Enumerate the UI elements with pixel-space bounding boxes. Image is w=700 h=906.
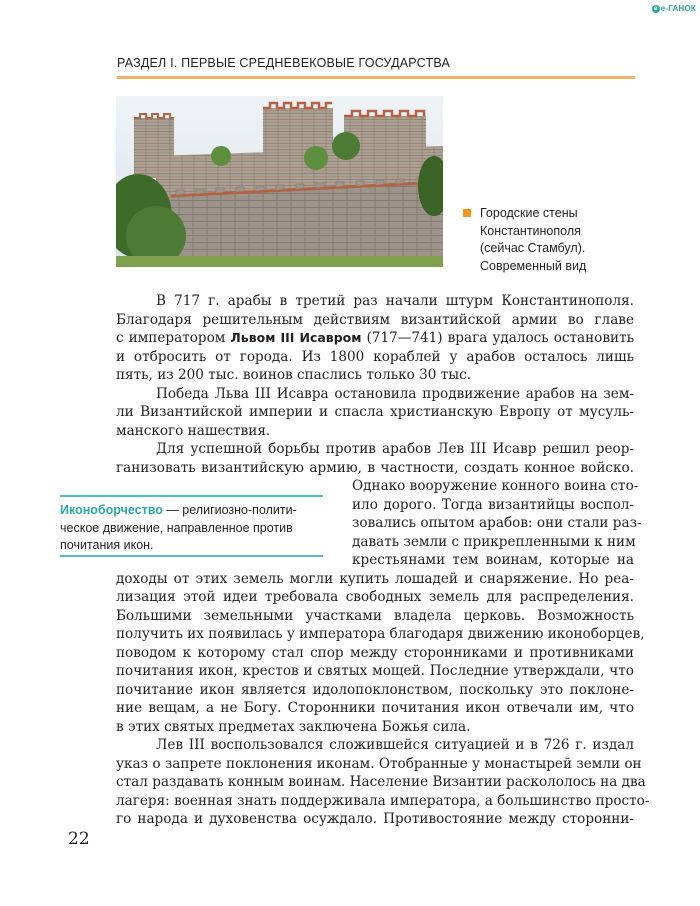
- text-line: лизация этой идеи требовала свободных земель для распределения.: [116, 589, 634, 605]
- text-line: Большими земельными участками владела церковь. Возможность: [116, 607, 634, 624]
- publisher-logo: [652, 4, 696, 13]
- text-line: получить их появилась у императора благодаря движению иконоборцев,: [116, 626, 645, 642]
- emperor-name: Львом III Исавром: [230, 330, 362, 345]
- text-line: ли Византийской империи и спасла христианскую Европу от мусуль-: [116, 404, 634, 420]
- caption-line: Константинополя: [480, 223, 581, 238]
- text-run: (717—741) врага удалось остановить: [361, 330, 634, 346]
- caption-line: (сейчас Стамбул).: [480, 241, 586, 255]
- city-walls-photo: [116, 96, 443, 267]
- text-line: пять, из 200 тыс. воинов спаслись только 30 тыс.: [116, 367, 472, 383]
- definition-box: [60, 495, 323, 557]
- page-number: 22: [68, 829, 90, 849]
- text-line: Лев III воспользовался сложившейся ситуацией и в 726 г. издал: [156, 737, 634, 753]
- text-line: ганизовать византийскую армию, в частности, создать конное войско.: [116, 459, 634, 476]
- text-line: В 717 г. арабы в третий раз начали штурм Константинополя.: [156, 293, 634, 309]
- text-line: крестьянами тем воинам, которые на: [352, 552, 634, 568]
- text-line: указ о запрете поклонения иконам. Отобранные у монастырей земли он: [116, 755, 642, 772]
- text-line: зовались опытом арабов: они стали раз-: [352, 515, 642, 531]
- text-line: Однако вооружение конного воина сто-: [352, 478, 639, 494]
- text-line: Победа Льва III Исавра остановила продвижение арабов на зем-: [156, 385, 634, 402]
- definition-term: Иконоборчество: [60, 503, 163, 517]
- text-run: с императором: [116, 330, 231, 346]
- logo-icon: e: [652, 5, 660, 13]
- caption-bullet-icon: [463, 209, 471, 217]
- text-line: Для успешной борьбы против арабов Лев III Исавр решил реор-: [156, 441, 634, 457]
- text-line: ило дорого. Тогда византийцы воспол-: [352, 496, 634, 513]
- text-line: почитание икон является идолопоклонством, поскольку это поклоне-: [116, 681, 634, 698]
- text-line: почитания икон, крестов и святых мощей. Последние утверждали, что: [116, 663, 634, 679]
- definition-line: [60, 502, 323, 520]
- text-line: стал раздавать конным воинам. Население Византии раскололось на два: [116, 774, 646, 790]
- text-line: [116, 329, 634, 348]
- logo-text: e-ГАНОК: [660, 4, 696, 13]
- header-rule: [117, 76, 635, 79]
- city-walls-illustration: [116, 96, 443, 267]
- text-line: в этих святых предметах заключена Божья сила.: [116, 718, 471, 735]
- definition-line: почитания икон.: [60, 538, 154, 552]
- text-line: манского нашествия.: [116, 422, 271, 439]
- definition-text: — религиозно-полити-: [162, 503, 297, 517]
- definition-line: ческое движение, направленное против: [60, 520, 293, 535]
- text-line: Благодаря решительным действиям византийской армии во главе: [116, 311, 634, 328]
- text-line: доходы от этих земель могли купить лошадей и снаряжение. Но реа-: [116, 570, 634, 587]
- photo-caption: [463, 205, 613, 275]
- text-line: лагеря: военная знать поддерживала императора, а большинство просто-: [116, 792, 650, 809]
- text-line: го народа и духовенства осуждало. Противостояние между сторонни-: [116, 811, 634, 827]
- body-text: [116, 292, 650, 829]
- text-line: и отбросить от города. Из 1800 кораблей у арабов осталось лишь: [116, 348, 634, 365]
- text-line: ние вещам, а не Богу. Сторонники почитания икон отвечали им, что: [116, 700, 634, 716]
- caption-line: Городские стены: [480, 206, 578, 220]
- caption-line: Современный вид: [480, 258, 587, 273]
- text-line: поводом к которому стал спор между сторонниками и противниками: [116, 644, 634, 661]
- running-header: РАЗДЕЛ I. ПЕРВЫЕ СРЕДНЕВЕКОВЫЕ ГОСУДАРСТВА: [117, 56, 450, 70]
- text-line: давать земли с прикрепленными к ним: [352, 533, 636, 550]
